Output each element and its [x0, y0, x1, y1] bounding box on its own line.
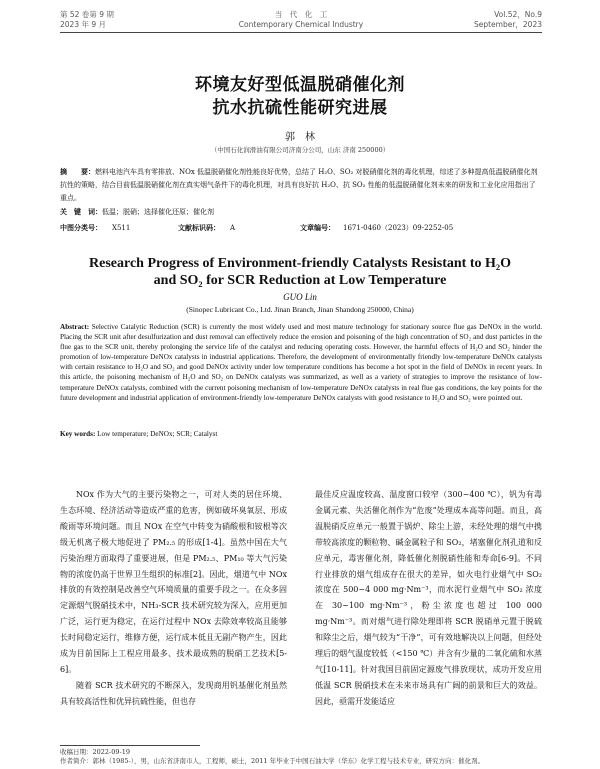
abstract-cn-label: 摘 要： — [60, 168, 95, 176]
doc-code — [178, 223, 235, 233]
abstract-en-label: Abstract: — [60, 323, 90, 331]
footnote-bio: 作者简介：郭林（1985-），男，山东省济南市人，工程师，硕士，2011 年毕业于中国石油大学（华东）化学工程与技术专业，研究方向：催化剂。 — [60, 757, 485, 765]
class-number-label: 中图分类号： — [60, 224, 102, 232]
header-vol-no: Vol.52，No.9 — [494, 10, 542, 19]
paper-title-cn-line2: 抗水抗硫性能研究进展 — [212, 98, 388, 118]
abstract-cn — [60, 166, 542, 219]
keywords-cn-text: 低温；脱硝；选择催化还原；催化剂 — [102, 207, 214, 216]
doc-code-value: A — [230, 224, 236, 232]
header-journal-en: Contemporary Chemical Industry — [238, 20, 364, 29]
body-paragraph: 随着 SCR 技术研究的不断深入，发现商用钒基催化剂虽然具有较高活性和优异抗硫性能，但也存 — [60, 680, 287, 706]
header-date-en: September，2023 — [473, 20, 542, 29]
header-journal — [60, 10, 542, 30]
keywords-en-text: Low temperature; DeNOx; SCR; Catalyst — [97, 430, 218, 438]
header-volume-issue: 第 52 卷第 9 期 — [60, 10, 114, 19]
footnote — [60, 745, 542, 766]
footnote-received: 收稿日期：2022-09-19 — [60, 748, 130, 756]
paper-title-cn — [0, 74, 600, 120]
paper-title-en-line1: Research Progress of Environment-friendly Catalysts Resistant to H₂O — [89, 256, 511, 271]
article-number-label: 文章编号： — [300, 224, 335, 232]
header-date-cn: 2023 年 9 月 — [60, 20, 107, 29]
keywords-en — [60, 430, 542, 438]
class-number-value: X511 — [112, 224, 131, 232]
abstract-cn-text: 燃料电池汽车具有零排放、NOx 低温脱硝催化剂性能良好优势，总结了 H₂O、SO₂ 对脱硝催化剂的毒化机理，综述了多种提高低温脱硝催化剂抗性的策略，结合目前低温脱硝催化剂在真实烟气条件下的毒化机理，对具有良好抗 H₂O、抗 SO₂ 性能的低温脱硝催化剂未来的研发和工业化应用指出了重点。 — [60, 168, 538, 203]
body-paragraph: 最佳反应温度较高、温度窗口较窄（300~400 ℃），钒为有毒金属元素、失活催化剂作为“危废”处理成本高等问题。而且，高温脱硝反应单元一般置于锅炉、除尘上游，未经处理的烟气中携带较高浓度的颗粒物、碱金属粒子和 SO₂，堵塞催化剂孔道和反应单元，毒害催化剂，降低催化剂脱硝性能和寿命[6-9]。不同行业排放的烟气组成存在很大的差异，如火电行业烟气中 SO₂ 浓度在 500~4 000 mg·Nm⁻³，而水泥行业烟气中 SO₂ 浓度在 30~100 mg·Nm⁻³，粉尘浓度也超过 100 000 mg·Nm⁻³。而对烟气进行除处理即将 SCR 脱硝单元置于脱硫和除尘之后，烟气较为“干净”，可有效地解决以上问题，但经处理后的烟气温度较低（<150 ℃）并含有少量的二氧化硫和水蒸气[10-11]。针对我国目前固定源废气排放现状，成功开发应用低温 SCR 脱硝技术在未来市场具有广阔的前景和巨大的效益。因此，亟需开发能适应 — [315, 490, 542, 706]
affiliation-cn: （中国石化润滑油有限公司济南分公司，山东 济南 250000） — [210, 146, 390, 154]
article-number — [300, 223, 453, 233]
keywords-cn-label: 关 键 词： — [60, 207, 102, 216]
abstract-en-text: Selective Catalytic Reduction (SCR) is currently the most widely used and most mature technology for stationary source flue gas DeNOx in the world. Placing the SCR unit after desulfurization and dust removal can effectively reduce the erosion and poisoning of the high concentration of SO₂ and dust particles in the flue gas to the SCR unit, thereby prolonging the service life of the catalyst and reducing operating costs. However, the harmful effects of H₂O and SO₂ hinder the promotion of low-temperature DeNOx catalysts in industrial applications. Therefore, the development of environmentally friendly low-temperature DeNOx catalysts with certain resistance to H₂O and SO₂ and good DeNOx activity under low temperature conditions has become a hot spot in the field of DeNOx in recent years. In this article, the poisoning mechanism of H₂O and SO₂ on DeNOx catalysts was summarized, as well as a variety of strategies to improve the resistance of low-temperature DeNOx catalysts, combined with the current poisoning mechanism of low-temperature DeNOx catalysts in real flue gas conditions, the key points for the future development and industrial application of environment-friendly low-temperature DeNOx catalysts with good resistance to H₂O and SO₂ were pointed out. — [60, 323, 543, 402]
author-en: GUO Lin — [283, 292, 317, 302]
header-journal-cn: 当 代 化 工 — [274, 10, 328, 19]
keywords-en-label: Key words: — [60, 430, 96, 438]
paper-title-cn-line1: 环境友好型低温脱硝催化剂 — [195, 75, 405, 95]
affiliation-en: (Sinopec Lubricant Co., Ltd. Jinan Branch, Jinan Shandong 250000, China) — [186, 305, 414, 314]
class-number — [60, 223, 130, 233]
doc-code-label: 文献标识码： — [178, 224, 220, 232]
body-column-right — [315, 487, 542, 710]
abstract-en — [60, 322, 542, 403]
header-rule — [60, 32, 542, 33]
body-paragraph: NOx 作为大气的主要污染物之一，可对人类的居住环境、生态环境、经济活动等造成严重的危害，例如破坏臭氧层、形成酸雨等环境问题。而且 NOx 在空气中转变为硝酸根和铵根等次级无机离子极大地促进了 PM₂.₅ 的形成[1-4]。虽然中国在大气污染治理方面取得了重要进展，但是 PM₂.₅、PM₁₀ 等大气污染物的浓度仍高于世界卫生组织的标准[2]。因此，烟道气中 NOx 排放的有效控制是改善空气环境质量的重要手段之一。在众多固定源烟气脱硝技术中，NH₃-SCR 技术研究较为深入，应用更加广泛，运行更为稳定，在运行过程中 NOx 去除效率较高且能够长时间稳定运行，维修方便，运行成本低且无副产物产生，因此成为目前国际上工程应用最多、技术最成熟的脱硝工艺技术[5-6]。 — [60, 490, 287, 674]
running-header — [60, 10, 542, 32]
paper-title-en-line2: and SO₂ for SCR Reduction at Low Temperature — [153, 273, 447, 288]
article-number-value: 1671-0460（2023）09-2252-05 — [343, 224, 454, 232]
paper-title-en — [0, 255, 600, 289]
author-cn: 郭 林 — [285, 132, 315, 143]
body-column-left — [60, 487, 287, 710]
footnote-rule — [60, 745, 200, 746]
header-volume-en — [474, 10, 542, 30]
